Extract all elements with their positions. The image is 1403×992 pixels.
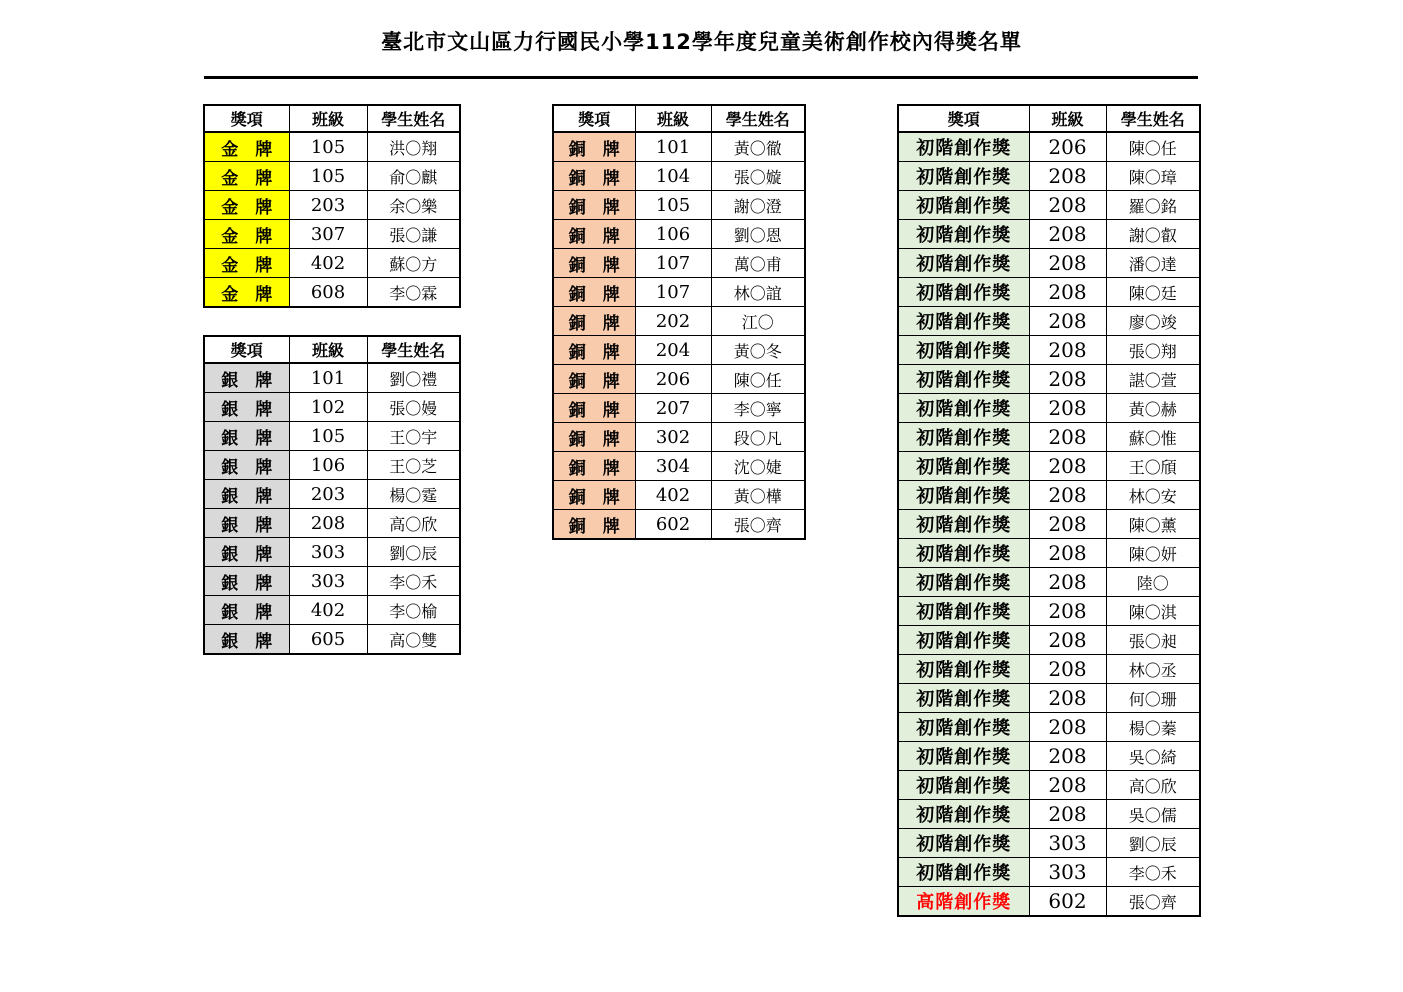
award-cell: 金 牌 [204,220,289,249]
table-row [898,394,1200,423]
award-cell: 金 牌 [204,278,289,308]
award-cell: 初階創作獎 [898,539,1029,568]
class-cell: 105 [635,191,711,220]
award-cell: 初階創作獎 [898,394,1029,423]
name-cell: 萬〇甫 [711,249,805,278]
page-title: 臺北市文山區力行國民小學112學年度兒童美術創作校內得獎名單 [381,30,1022,54]
name-header: 學生姓名 [711,105,805,132]
table-header-row [204,336,460,363]
class-cell: 208 [1029,568,1106,597]
table-row [553,481,805,510]
class-cell: 402 [635,481,711,510]
class-cell: 101 [289,363,367,393]
class-cell: 608 [289,278,367,308]
award-cell: 銅 牌 [553,307,635,336]
name-cell: 江〇 [711,307,805,336]
table-row [204,567,460,596]
table-row [204,363,460,393]
name-cell: 張〇謙 [367,220,460,249]
class-cell: 105 [289,422,367,451]
table-row [553,452,805,481]
table-row [553,132,805,162]
name-cell: 高〇欣 [367,509,460,538]
class-cell: 202 [635,307,711,336]
table-header-row [553,105,805,132]
award-cell: 初階創作獎 [898,626,1029,655]
table-row [553,162,805,191]
silver-award-table [203,335,461,655]
class-cell: 203 [289,480,367,509]
class-cell: 208 [1029,394,1106,423]
class-cell: 602 [635,510,711,540]
class-cell: 208 [1029,684,1106,713]
table-row [204,278,460,308]
name-header: 學生姓名 [1106,105,1200,132]
award-cell: 銅 牌 [553,423,635,452]
table-row [204,191,460,220]
name-cell: 李〇禾 [367,567,460,596]
award-cell: 初階創作獎 [898,307,1029,336]
class-cell: 208 [1029,713,1106,742]
table-row [898,539,1200,568]
award-header: 獎項 [204,105,289,132]
award-cell: 初階創作獎 [898,278,1029,307]
class-cell: 101 [635,132,711,162]
award-cell: 初階創作獎 [898,336,1029,365]
table-row [553,191,805,220]
table-row [898,307,1200,336]
table-row [898,684,1200,713]
award-header: 獎項 [553,105,635,132]
name-cell: 余〇樂 [367,191,460,220]
table-row [898,278,1200,307]
table-row [898,887,1200,917]
class-cell: 106 [635,220,711,249]
table-row [204,132,460,162]
name-cell: 黃〇樺 [711,481,805,510]
table-row [204,451,460,480]
table-row [204,480,460,509]
award-cell: 金 牌 [204,249,289,278]
name-cell: 黃〇冬 [711,336,805,365]
award-cell: 初階創作獎 [898,771,1029,800]
class-cell: 206 [1029,132,1106,162]
table-row [553,220,805,249]
award-header: 獎項 [204,336,289,363]
award-cell: 銅 牌 [553,278,635,307]
table-row [898,626,1200,655]
table-row [898,568,1200,597]
award-cell: 初階創作獎 [898,452,1029,481]
table-row [204,509,460,538]
award-cell: 金 牌 [204,191,289,220]
table-row [898,713,1200,742]
class-cell: 303 [289,538,367,567]
name-cell: 高〇雙 [367,625,460,655]
class-cell: 208 [1029,800,1106,829]
class-cell: 208 [1029,307,1106,336]
name-cell: 陳〇妍 [1106,539,1200,568]
table-row [553,423,805,452]
award-cell: 銀 牌 [204,422,289,451]
name-cell: 吳〇綺 [1106,742,1200,771]
table-row [898,742,1200,771]
table-row [898,249,1200,278]
table-row [204,220,460,249]
gold-award-table [203,104,461,308]
award-cell: 初階創作獎 [898,191,1029,220]
class-header: 班級 [635,105,711,132]
name-cell: 張〇昶 [1106,626,1200,655]
name-cell: 林〇丞 [1106,655,1200,684]
table-row [898,220,1200,249]
class-cell: 208 [1029,220,1106,249]
award-cell: 初階創作獎 [898,481,1029,510]
table-row [898,191,1200,220]
award-cell: 初階創作獎 [898,597,1029,626]
class-cell: 208 [1029,597,1106,626]
table-row [898,365,1200,394]
name-cell: 王〇頎 [1106,452,1200,481]
class-cell: 402 [289,596,367,625]
table-row [553,365,805,394]
award-cell: 銀 牌 [204,509,289,538]
table-row [898,800,1200,829]
name-cell: 林〇安 [1106,481,1200,510]
name-cell: 陸〇 [1106,568,1200,597]
class-cell: 208 [1029,771,1106,800]
class-cell: 207 [635,394,711,423]
name-cell: 沈〇婕 [711,452,805,481]
class-header: 班級 [289,336,367,363]
name-cell: 高〇欣 [1106,771,1200,800]
award-cell: 初階創作獎 [898,829,1029,858]
award-cell: 銅 牌 [553,394,635,423]
name-cell: 潘〇達 [1106,249,1200,278]
class-cell: 105 [289,162,367,191]
bronze-award-table [552,104,806,540]
table-row [204,162,460,191]
table-row [898,452,1200,481]
name-cell: 陳〇璋 [1106,162,1200,191]
class-header: 班級 [289,105,367,132]
award-cell: 初階創作獎 [898,742,1029,771]
name-cell: 陳〇薰 [1106,510,1200,539]
class-cell: 208 [1029,742,1106,771]
name-cell: 羅〇銘 [1106,191,1200,220]
name-cell: 楊〇蓁 [1106,713,1200,742]
award-cell: 初階創作獎 [898,800,1029,829]
table-row [898,858,1200,887]
class-cell: 208 [1029,278,1106,307]
class-cell: 104 [635,162,711,191]
award-cell: 銅 牌 [553,510,635,540]
table-row [898,336,1200,365]
award-header: 獎項 [898,105,1029,132]
class-cell: 208 [1029,423,1106,452]
table-row [898,771,1200,800]
award-cell: 初階創作獎 [898,162,1029,191]
name-cell: 李〇榆 [367,596,460,625]
table-row [204,422,460,451]
class-cell: 307 [289,220,367,249]
name-cell: 謝〇澄 [711,191,805,220]
class-cell: 303 [1029,858,1106,887]
title-underline [204,76,1198,79]
class-cell: 208 [1029,336,1106,365]
table-row [204,393,460,422]
name-cell: 黃〇徹 [711,132,805,162]
name-cell: 張〇嫙 [711,162,805,191]
name-cell: 黃〇赫 [1106,394,1200,423]
class-header: 班級 [1029,105,1106,132]
award-cell: 銀 牌 [204,451,289,480]
class-cell: 304 [635,452,711,481]
award-cell: 銅 牌 [553,220,635,249]
award-cell: 金 牌 [204,162,289,191]
award-cell: 銅 牌 [553,336,635,365]
award-cell: 銀 牌 [204,538,289,567]
table-row [898,655,1200,684]
name-cell: 劉〇禮 [367,363,460,393]
class-cell: 208 [1029,655,1106,684]
award-cell: 初階創作獎 [898,568,1029,597]
award-cell: 銀 牌 [204,596,289,625]
class-cell: 605 [289,625,367,655]
award-cell: 銀 牌 [204,567,289,596]
class-cell: 208 [1029,162,1106,191]
table-row [553,249,805,278]
name-cell: 楊〇霆 [367,480,460,509]
class-cell: 303 [1029,829,1106,858]
award-cell: 初階創作獎 [898,249,1029,278]
table-row [898,423,1200,452]
name-cell: 蘇〇方 [367,249,460,278]
table-row [204,625,460,655]
name-cell: 蘇〇惟 [1106,423,1200,452]
table-row [204,249,460,278]
award-cell: 初階創作獎 [898,858,1029,887]
name-cell: 張〇嫚 [367,393,460,422]
name-cell: 張〇翔 [1106,336,1200,365]
class-cell: 208 [1029,481,1106,510]
name-cell: 劉〇恩 [711,220,805,249]
class-cell: 102 [289,393,367,422]
name-cell: 王〇宇 [367,422,460,451]
table-row [204,596,460,625]
table-row [898,829,1200,858]
award-cell: 金 牌 [204,132,289,162]
table-header-row [204,105,460,132]
class-cell: 106 [289,451,367,480]
creative-award-table [897,104,1201,917]
class-cell: 602 [1029,887,1106,917]
name-cell: 吳〇儒 [1106,800,1200,829]
table-row [898,132,1200,162]
award-cell: 銀 牌 [204,363,289,393]
table-row [898,597,1200,626]
class-cell: 204 [635,336,711,365]
name-cell: 陳〇淇 [1106,597,1200,626]
name-cell: 諶〇萱 [1106,365,1200,394]
name-cell: 劉〇辰 [1106,829,1200,858]
class-cell: 208 [1029,249,1106,278]
name-cell: 陳〇廷 [1106,278,1200,307]
award-cell: 初階創作獎 [898,365,1029,394]
name-cell: 陳〇任 [711,365,805,394]
class-cell: 303 [289,567,367,596]
name-cell: 俞〇麒 [367,162,460,191]
award-cell: 初階創作獎 [898,132,1029,162]
class-cell: 208 [1029,539,1106,568]
name-header: 學生姓名 [367,105,460,132]
class-cell: 208 [1029,452,1106,481]
class-cell: 203 [289,191,367,220]
name-cell: 林〇誼 [711,278,805,307]
award-cell: 銀 牌 [204,393,289,422]
name-cell: 洪〇翔 [367,132,460,162]
award-cell: 銀 牌 [204,480,289,509]
class-cell: 107 [635,278,711,307]
award-cell: 銅 牌 [553,481,635,510]
table-row [553,510,805,540]
table-row [553,336,805,365]
award-cell: 銅 牌 [553,452,635,481]
name-cell: 李〇寧 [711,394,805,423]
table-row [204,538,460,567]
name-cell: 李〇禾 [1106,858,1200,887]
name-cell: 何〇珊 [1106,684,1200,713]
class-cell: 302 [635,423,711,452]
name-header: 學生姓名 [367,336,460,363]
class-cell: 105 [289,132,367,162]
award-cell: 初階創作獎 [898,655,1029,684]
table-row [898,162,1200,191]
name-cell: 張〇齊 [711,510,805,540]
award-cell: 高階創作獎 [898,887,1029,917]
award-cell: 初階創作獎 [898,423,1029,452]
award-cell: 銀 牌 [204,625,289,655]
award-cell: 銅 牌 [553,162,635,191]
award-cell: 銅 牌 [553,191,635,220]
award-cell: 初階創作獎 [898,684,1029,713]
class-cell: 208 [1029,191,1106,220]
award-cell: 銅 牌 [553,249,635,278]
name-cell: 李〇霖 [367,278,460,308]
class-cell: 402 [289,249,367,278]
table-row [553,278,805,307]
award-cell: 初階創作獎 [898,713,1029,742]
name-cell: 張〇齊 [1106,887,1200,917]
table-row [898,510,1200,539]
table-row [553,307,805,336]
award-cell: 銅 牌 [553,132,635,162]
name-cell: 謝〇叡 [1106,220,1200,249]
table-row [898,481,1200,510]
class-cell: 208 [289,509,367,538]
class-cell: 208 [1029,510,1106,539]
name-cell: 陳〇任 [1106,132,1200,162]
award-cell: 初階創作獎 [898,510,1029,539]
name-cell: 王〇芝 [367,451,460,480]
name-cell: 廖〇竣 [1106,307,1200,336]
name-cell: 段〇凡 [711,423,805,452]
award-cell: 初階創作獎 [898,220,1029,249]
class-cell: 208 [1029,365,1106,394]
table-row [553,394,805,423]
class-cell: 206 [635,365,711,394]
name-cell: 劉〇辰 [367,538,460,567]
award-cell: 銅 牌 [553,365,635,394]
table-header-row [898,105,1200,132]
class-cell: 107 [635,249,711,278]
class-cell: 208 [1029,626,1106,655]
